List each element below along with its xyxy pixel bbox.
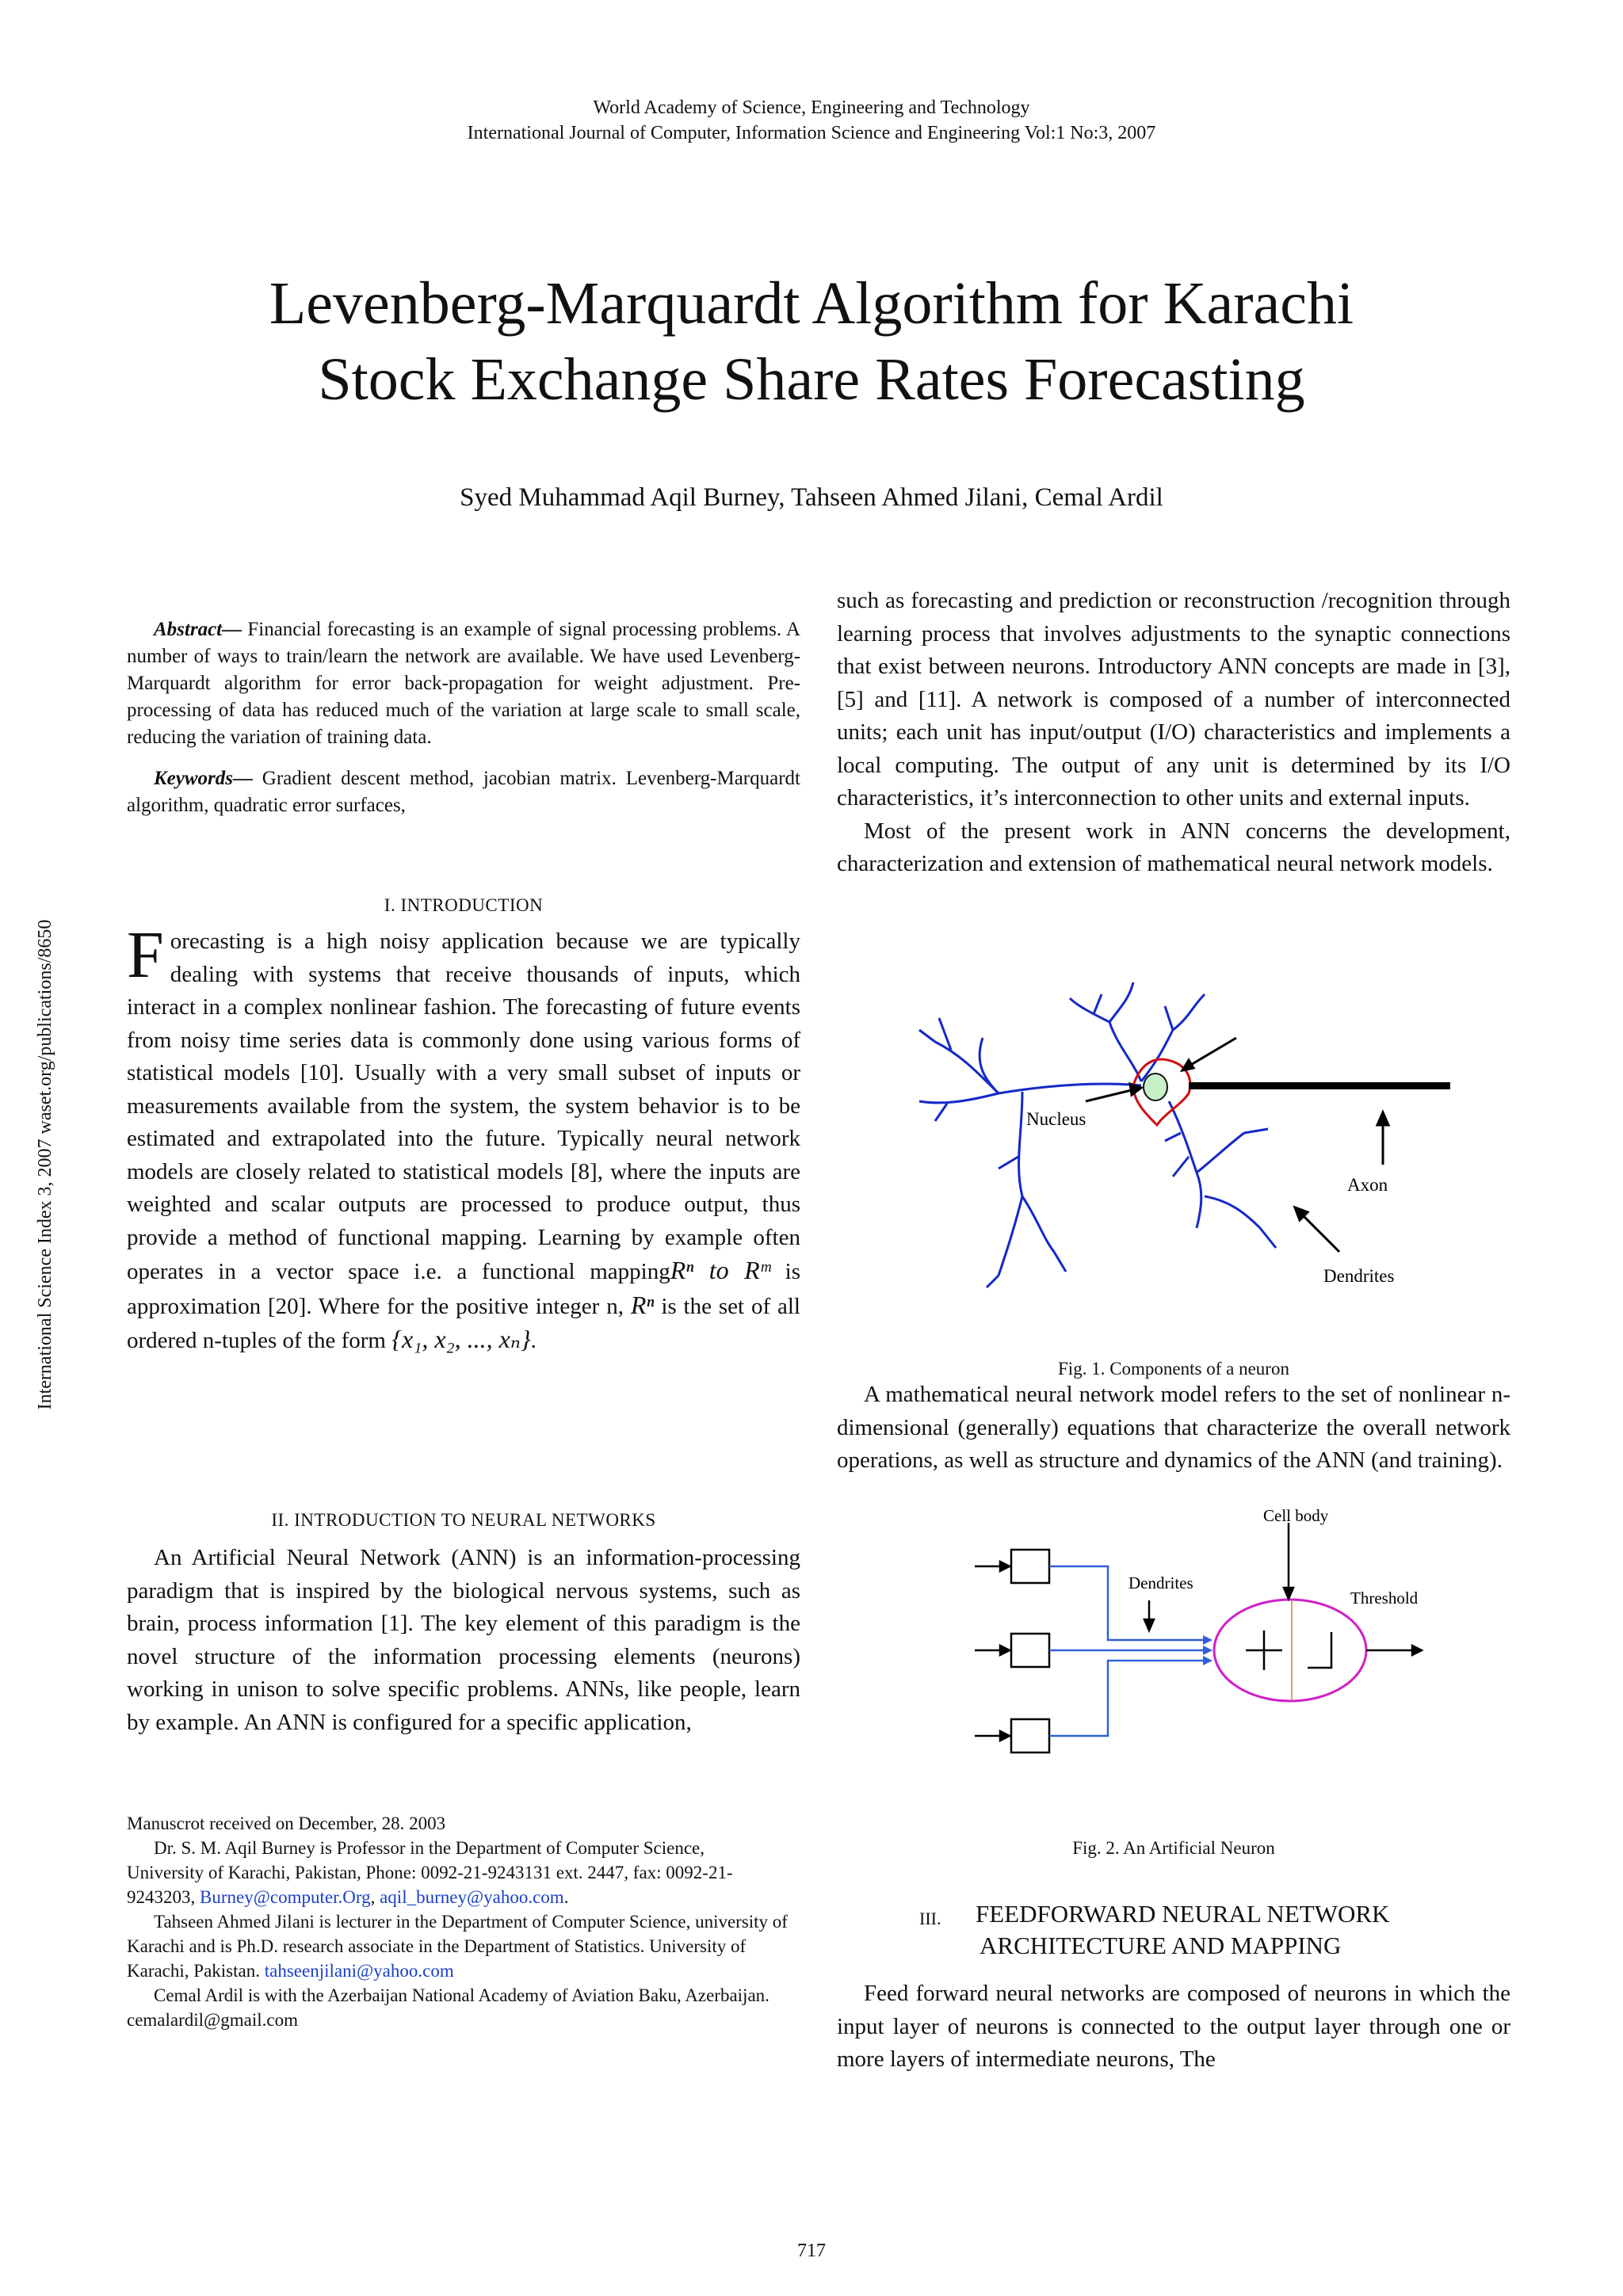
intro-paragraph	[127, 918, 801, 1358]
footnote-jilani	[127, 1909, 800, 1983]
keywords-text: Gradient descent method, jacobian matrix. Levenberg-Marquardt algorithm, quadratic error surfaces,	[127, 768, 800, 816]
header-line-1: World Academy of Science, Engineering and Technology	[593, 97, 1030, 118]
nucleus	[1144, 1074, 1167, 1100]
title-line-2: Stock Exchange Share Rates Forecasting	[318, 346, 1305, 413]
keywords-label: Keywords—	[154, 768, 253, 789]
footnote-ardil: Cemal Ardil is with the Azerbaijan National Academy of Aviation Baku, Azerbaijan. cemalardil@gmail.com	[127, 1985, 769, 2030]
sidebar-index-text: International Science Index 3, 2007 waset.org/publications/8650	[35, 919, 55, 1410]
right-paragraph-2: Most of the present work in ANN concerns the development, characterization and extension of mathematical neural network models.	[837, 818, 1510, 876]
artificial-neuron-diagram	[959, 1505, 1450, 1775]
math-rn: Rⁿ	[630, 1290, 655, 1319]
axon-label: Axon	[1347, 1175, 1388, 1195]
intro-text-2: is approximation [20]. Where for the positive integer n,	[127, 1259, 801, 1319]
footnote-received: Manuscrot received on December, 28. 2003	[127, 1814, 446, 1833]
footnote-burney-address: University of Karachi, Pakistan, Phone: 0092-21-9243131 ext. 2447, fax: 0092-21-9243203,	[127, 1863, 733, 1907]
figure-2-caption: Fig. 2. An Artificial Neuron	[1072, 1838, 1275, 1858]
right-column-text-3	[837, 1978, 1510, 2077]
abstract-label: Abstract—	[154, 619, 242, 640]
pointer-arrows	[1086, 1038, 1388, 1252]
intro-text-4: .	[530, 1328, 537, 1353]
footnote-burney: Dr. S. M. Aqil Burney is Professor in the Department of Computer Science,	[154, 1838, 705, 1858]
cell-body-label: Cell body	[1263, 1506, 1329, 1525]
summation-symbol	[1246, 1630, 1282, 1670]
intro-text-3: is the set of all ordered n-tuples of the form	[127, 1293, 800, 1353]
header-line-2: International Journal of Computer, Information Science and Engineering Vol:1 No:3, 2007	[467, 123, 1156, 143]
abstract	[127, 616, 800, 751]
input-boxes	[1011, 1550, 1049, 1753]
drop-cap: F	[127, 918, 164, 992]
intro-text-1: orecasting is a high noisy application because we are typically dealing with systems that receive thousands of inputs, which interact in a complex nonlinear fashion. The forecasting of future events from noisy time series data is commonly done using various forms of statistical models [10]. Usually with a very small subset of inputs or measurements available from the system, the system behavior is to be estimated and extrapolated into the future. Typically neural network models are closely related to statistical models [8], where the inputs are weighted and scalar outputs are processed to produce output, thus provide a method of functional mapping. Learning by example often operates in a vector space i.e. a functional mapping	[127, 929, 800, 1284]
intro-section	[127, 918, 801, 1358]
dendrites-label-fig2: Dendrites	[1128, 1573, 1193, 1592]
section-3-paragraph: Feed forward neural networks are composed of neurons in which the input layer of neurons is connected to the output layer through one or more layers of intermediate neurons, The	[837, 1981, 1510, 2072]
math-tuple: {x₁, x₂, ..., xₙ}	[391, 1325, 531, 1353]
right-paragraph-1: such as forecasting and prediction or reconstruction /recognition through learning process that involves adjustments to the synaptic connections that exist between neurons. Introductory ANN concepts are made in [3], [5] and [11]. A network is composed of a number of interconnected units; each unit has input/output (I/O) characteristics and implements a local computing. The output of any unit is determined by its I/O characteristics, it’s interconnection to other units and external inputs.	[837, 588, 1510, 810]
wire-arrowheads	[1203, 1635, 1212, 1665]
paper-title	[0, 265, 1623, 418]
footnote-separator: ,	[370, 1887, 380, 1907]
journal-header	[0, 95, 1623, 146]
abstract-block	[127, 616, 800, 833]
section-3-title-line-1: FEEDFORWARD NEURAL NETWORK	[976, 1900, 1390, 1928]
section-1-heading: I. INTRODUCTION	[384, 895, 544, 915]
dendrite-branches	[919, 982, 1276, 1287]
email-link-aqil[interactable]: aqil_burney@yahoo.com	[380, 1887, 564, 1907]
right-paragraph-3: A mathematical neural network model refers to the set of nonlinear n-dimensional (generally) equations that characterize the overall network operations, as well as structure and dynamics of the ANN (and training).	[837, 1382, 1510, 1473]
right-column-text	[837, 585, 1510, 881]
section-3-title-line-2: ARCHITECTURE AND MAPPING	[980, 1932, 1342, 1959]
footnote-jilani-text: Tahseen Ahmed Jilani is lecturer in the Department of Computer Science, university of Karachi and is Ph.D. research associate in the Department of Statistics. University of Karachi, Pakistan.	[127, 1912, 788, 1981]
input-arrows	[975, 1562, 1010, 1741]
email-link-jilani[interactable]: tahseenjilani@yahoo.com	[264, 1961, 454, 1981]
section-2-paragraph: An Artificial Neural Network (ANN) is an information-processing paradigm that is inspired by the biological nervous systems, such as brain, process information [1]. The key element of this paradigm is the novel structure of the information processing elements (neurons) working in unison to solve specific problems. ANNs, like people, learn by example. An ANN is configured for a specific application,	[127, 1545, 800, 1735]
abstract-text: Financial forecasting is an example of signal processing problems. A number of ways to train/learn the network are available. We have used Levenberg-Marquardt algorithm for error back-propagation for weight adjustment. Pre-processing of data has reduced much of the variation at large scale to small scale, reducing the variation of training data.	[127, 619, 800, 748]
section-3-number: III.	[919, 1909, 941, 1928]
threshold-label: Threshold	[1350, 1589, 1419, 1608]
footnote-period: .	[563, 1887, 569, 1907]
neural-networks-section	[127, 1542, 800, 1739]
threshold-symbol	[1308, 1632, 1331, 1668]
author-list: Syed Muhammad Aqil Burney, Tahseen Ahmed Jilani, Cemal Ardil	[460, 483, 1163, 512]
page-number: 717	[797, 2241, 826, 2261]
email-link-burney[interactable]: Burney@computer.Org	[200, 1887, 371, 1907]
summation-unit	[1214, 1600, 1366, 1701]
neuron-diagram	[903, 974, 1458, 1299]
nucleus-label: Nucleus	[1026, 1109, 1086, 1129]
section-2-heading: II. INTRODUCTION TO NEURAL NETWORKS	[271, 1510, 656, 1530]
math-mapping: Rⁿ to Rᵐ	[670, 1256, 770, 1284]
dendrites-label: Dendrites	[1323, 1266, 1395, 1286]
section-3-heading	[837, 1898, 1510, 1962]
footnote-burney-contact	[127, 1860, 800, 1909]
figure-1-caption: Fig. 1. Components of a neuron	[1058, 1359, 1289, 1379]
keywords	[127, 765, 800, 819]
right-column-text-2	[837, 1379, 1510, 1478]
footnotes	[127, 1811, 800, 2032]
title-line-1: Levenberg-Marquardt Algorithm for Karachi	[269, 270, 1354, 337]
axon	[1189, 1082, 1450, 1089]
